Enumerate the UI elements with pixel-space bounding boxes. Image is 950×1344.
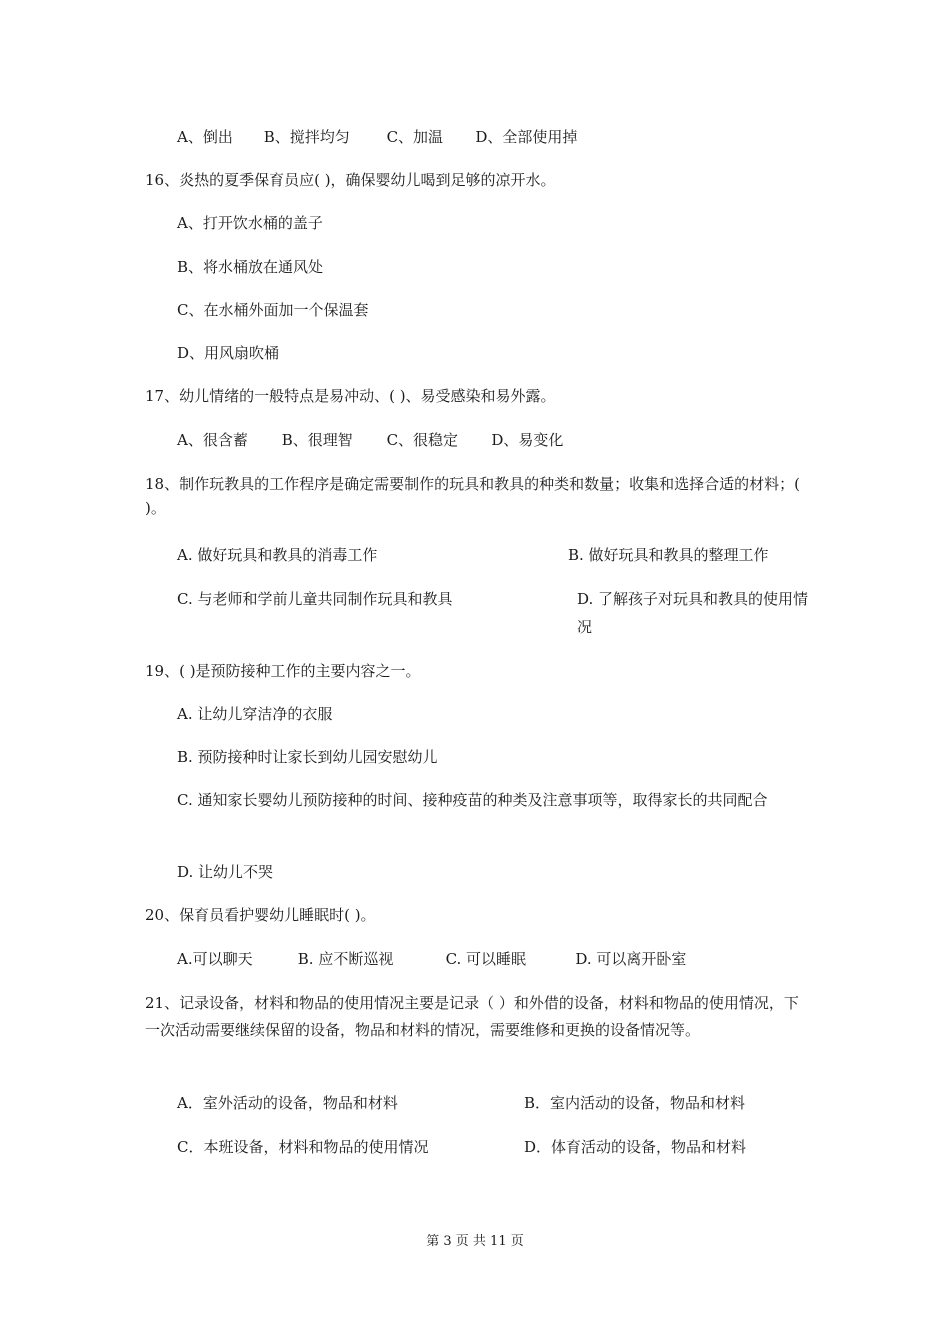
q15-option-d: D、全部使用掉 [475, 128, 578, 146]
q18-option-d-part [577, 589, 809, 641]
q17-options [177, 430, 563, 450]
q17-stem: 17、幼儿情绪的一般特点是易冲动、( )、易受感染和易外露。 [145, 387, 556, 405]
q16-stem: 16、炎热的夏季保育员应( )，确保婴幼儿喝到足够的凉开水。 [145, 171, 556, 189]
q19-option-c: C. 通知家长婴幼儿预防接种的时间、接种疫苗的种类及注意事项等，取得家长的共同配合 [177, 791, 768, 809]
q18-stem: 18、制作玩教具的工作程序是确定需要制作的玩具和教具的种类和数量；收集和选择合适的材料；( )。 [145, 475, 800, 517]
q18-option-a: A. 做好玩具和教具的消毒工作 [177, 546, 378, 564]
page-number: 第 3 页 共 11 页 [426, 1234, 524, 1249]
q18-option-b: B. 做好玩具和教具的整理工作 [568, 546, 769, 564]
q15-option-b: B、搅拌均匀 [263, 128, 350, 146]
q15-options [177, 127, 577, 147]
q19-stem: 19、( )是预防接种工作的主要内容之一。 [145, 662, 421, 680]
q15-option-c: C、加温 [386, 128, 444, 146]
q15-option-a: A、倒出 [177, 128, 233, 146]
q16-option-b: B、将水桶放在通风处 [177, 258, 324, 276]
q16-option-c: C、在水桶外面加一个保温套 [177, 301, 369, 319]
q18-option-c: C. 与老师和学前儿童共同制作玩具和教具 [177, 590, 453, 608]
q20-option-b: B. 应不断巡视 [297, 950, 394, 968]
q20-option-a: A.可以聊天 [177, 950, 253, 968]
q20-options [177, 949, 686, 969]
q16-option-a: A、打开饮水桶的盖子 [177, 214, 323, 232]
q19-option-d: D. 让幼儿不哭 [177, 863, 274, 881]
q21-option-c: C．本班设备，材料和物品的使用情况 [177, 1138, 429, 1156]
q20-stem: 20、保育员看护婴幼儿睡眠时( )。 [145, 906, 376, 924]
q21-option-d: D．体育活动的设备，物品和材料 [524, 1138, 747, 1156]
q21-stem: 21、记录设备，材料和物品的使用情况主要是记录（ ）和外借的设备，材料和物品的使用情况，下一次活动需要继续保留的设备，物品和材料的情况，需要维修和更换的设备情况等。 [145, 994, 799, 1039]
q19-option-a: A. 让幼儿穿洁净的衣服 [177, 705, 333, 723]
q17-option-a: A、很含蓄 [177, 431, 248, 449]
q21-option-b: B．室内活动的设备，物品和材料 [524, 1094, 746, 1112]
q17-option-d: D、易变化 [491, 431, 564, 449]
q19-option-b: B. 预防接种时让家长到幼儿园安慰幼儿 [177, 748, 438, 766]
q20-option-d: D. 可以离开卧室 [575, 950, 687, 968]
q20-option-c: C. 可以睡眠 [445, 950, 527, 968]
q18-option-d: D. 了解孩子对玩具和教具的使用情况 [577, 590, 809, 636]
q21-option-a: A．室外活动的设备，物品和材料 [177, 1094, 398, 1112]
q17-option-b: B、很理智 [281, 431, 353, 449]
q17-option-c: C、很稳定 [386, 431, 459, 449]
q16-option-d: D、用风扇吹桶 [177, 344, 280, 362]
